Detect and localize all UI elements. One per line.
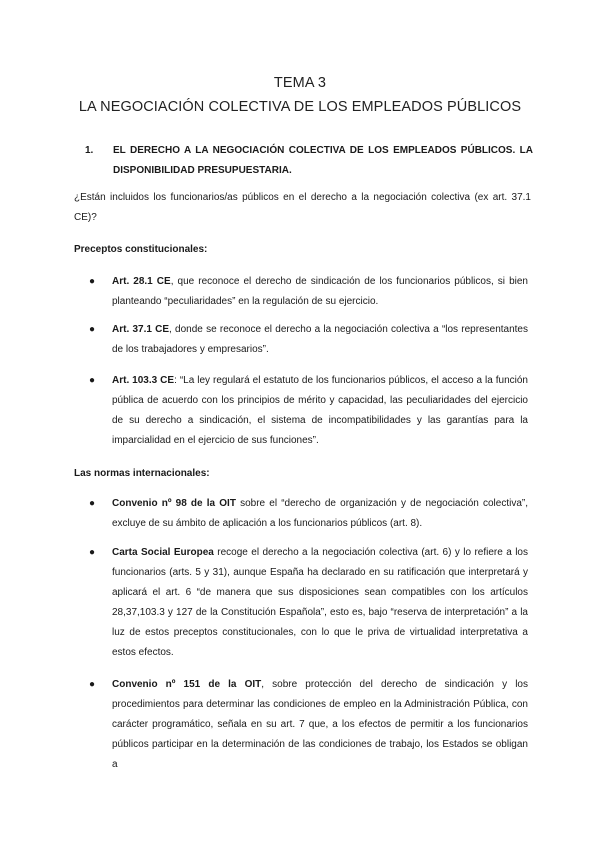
bullet-icon: ● xyxy=(89,375,96,386)
intro-question: ¿Están incluidos los funcionarios/as públicos en el derecho a la negociación colectiva (ex art. 37.1 CE)? xyxy=(74,192,531,223)
bullet-icon: ● xyxy=(89,679,96,690)
topic-title: TEMA 3 xyxy=(273,75,327,91)
list-item xyxy=(112,675,528,775)
list-item-term: Art. 103.3 CE xyxy=(112,375,175,386)
bullet-icon: ● xyxy=(89,547,96,558)
list-item-term: Art. 37.1 CE xyxy=(112,324,170,335)
list-item-text: : “La ley regulará el estatuto de los funcionarios públicos, el acceso a la función pública de acuerdo con los principios de mérito y capacidad, las peculiaridades del ejercicio de su derecho a sindicación, el sistema de incompatibilidades y las garantías para la imparcialidad en el ejercicio de sus funciones”. xyxy=(112,375,528,446)
list-item-text: , sobre protección del derecho de sindicación y los procedimientos para determinar las condiciones de empleo en la Administración Pública, con carácter programático, señala en su art. 7 que, a los efectos de permitir a los funcionarios públicos participar en la determinación de las condiciones de trabajo, los Estados se obligan a xyxy=(112,679,528,770)
list-item-term: Convenio nº 151 de la OIT xyxy=(112,679,262,690)
constitutional-heading: Preceptos constitucionales: xyxy=(74,244,208,255)
bullet-icon: ● xyxy=(89,324,96,335)
list-item xyxy=(112,494,528,534)
section-heading-text: EL DERECHO A LA NEGOCIACIÓN COLECTIVA DE LOS EMPLEADOS PÚBLICOS. LA DISPONIBILIDAD PRESUPUESTARIA. xyxy=(113,145,533,176)
bullet-icon: ● xyxy=(89,276,96,287)
section-number: 1. xyxy=(85,145,94,156)
page-title: LA NEGOCIACIÓN COLECTIVA DE LOS EMPLEADOS PÚBLICOS xyxy=(78,99,522,115)
list-item xyxy=(112,543,528,663)
international-heading: Las normas internacionales: xyxy=(74,468,210,479)
list-item xyxy=(112,371,528,451)
list-item-term: Art. 28.1 CE xyxy=(112,276,171,287)
list-item-term: Convenio nº 98 de la OIT xyxy=(112,498,236,509)
list-item-text: sobre el “derecho de organización y de negociación colectiva”, excluye de su ámbito de aplicación a los funcionarios públicos (art. 8). xyxy=(112,498,529,529)
list-item-text: , que reconoce el derecho de sindicación de los funcionarios públicos, si bien planteando “peculiaridades” en la regulación de su ejercicio. xyxy=(112,276,528,307)
list-item xyxy=(112,272,528,312)
list-item xyxy=(112,320,528,360)
list-item-text: recoge el derecho a la negociación colectiva (art. 6) y lo refiere a los funcionarios (arts. 5 y 31), aunque España ha declarado en su ratificación que interpretará y aplicará el art. 6 “de manera que sus disposiciones sean compatibles con los artículos 28,37,103.3 y 127 de la Constitución Española”, esto es, bajo “reserva de interpretación” a la luz de estos preceptos constitucionales, con lo que le priva de virtualidad interpretativa a estos efectos. xyxy=(112,547,528,658)
section-heading xyxy=(85,141,533,181)
list-item-term: Carta Social Europea xyxy=(112,547,214,558)
list-item-text: , donde se reconoce el derecho a la negociación colectiva a “los representantes de los trabajadores y empresarios”. xyxy=(112,324,528,355)
bullet-icon: ● xyxy=(89,498,96,509)
